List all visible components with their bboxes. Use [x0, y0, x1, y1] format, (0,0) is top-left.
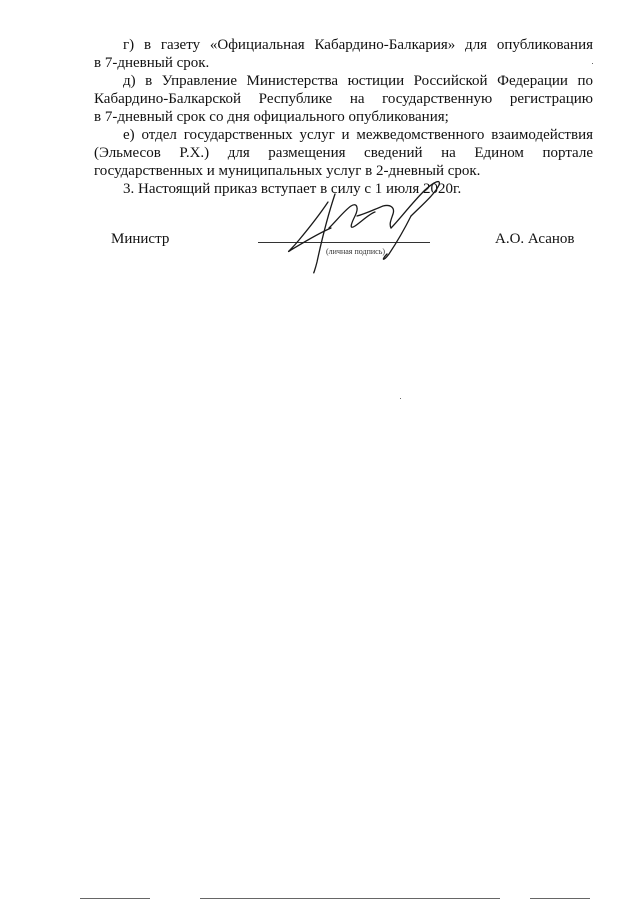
scan-speck [400, 398, 401, 399]
item-e-line-2: (Эльмесов Р.Х.) для размещения сведений на Едином портале [94, 145, 593, 161]
item-e-line-1: е) отдел государственных услуг и межведомственного взаимодействия [123, 127, 593, 143]
item-d-line-3: в 7-дневный срок со дня официального опубликования; [94, 109, 449, 125]
item-g-line-1: г) в газету «Официальная Кабардино-Балкария» для опубликования [123, 37, 593, 53]
handwritten-signature [265, 176, 450, 276]
signatory-position: Министр [111, 231, 170, 247]
item-d-line-2: Кабардино-Балкарской Республике на государственную регистрацию [94, 91, 593, 107]
clause-3: 3. Настоящий приказ вступает в силу с 1 июля 2020г. [123, 181, 462, 197]
signature-caption: (личная подпись) [326, 247, 386, 256]
item-g-line-2: в 7-дневный срок. [94, 55, 210, 71]
item-e-line-3: государственных и муниципальных услуг в 2-дневный срок. [94, 163, 481, 179]
bottom-scan-edge [200, 898, 500, 899]
bottom-scan-edge [80, 898, 150, 899]
signatory-name: А.О. Асанов [495, 231, 575, 247]
item-d-line-1: д) в Управление Министерства юстиции Российской Федерации по [123, 73, 593, 89]
bottom-scan-edge [530, 898, 590, 899]
scan-speck [592, 63, 593, 64]
